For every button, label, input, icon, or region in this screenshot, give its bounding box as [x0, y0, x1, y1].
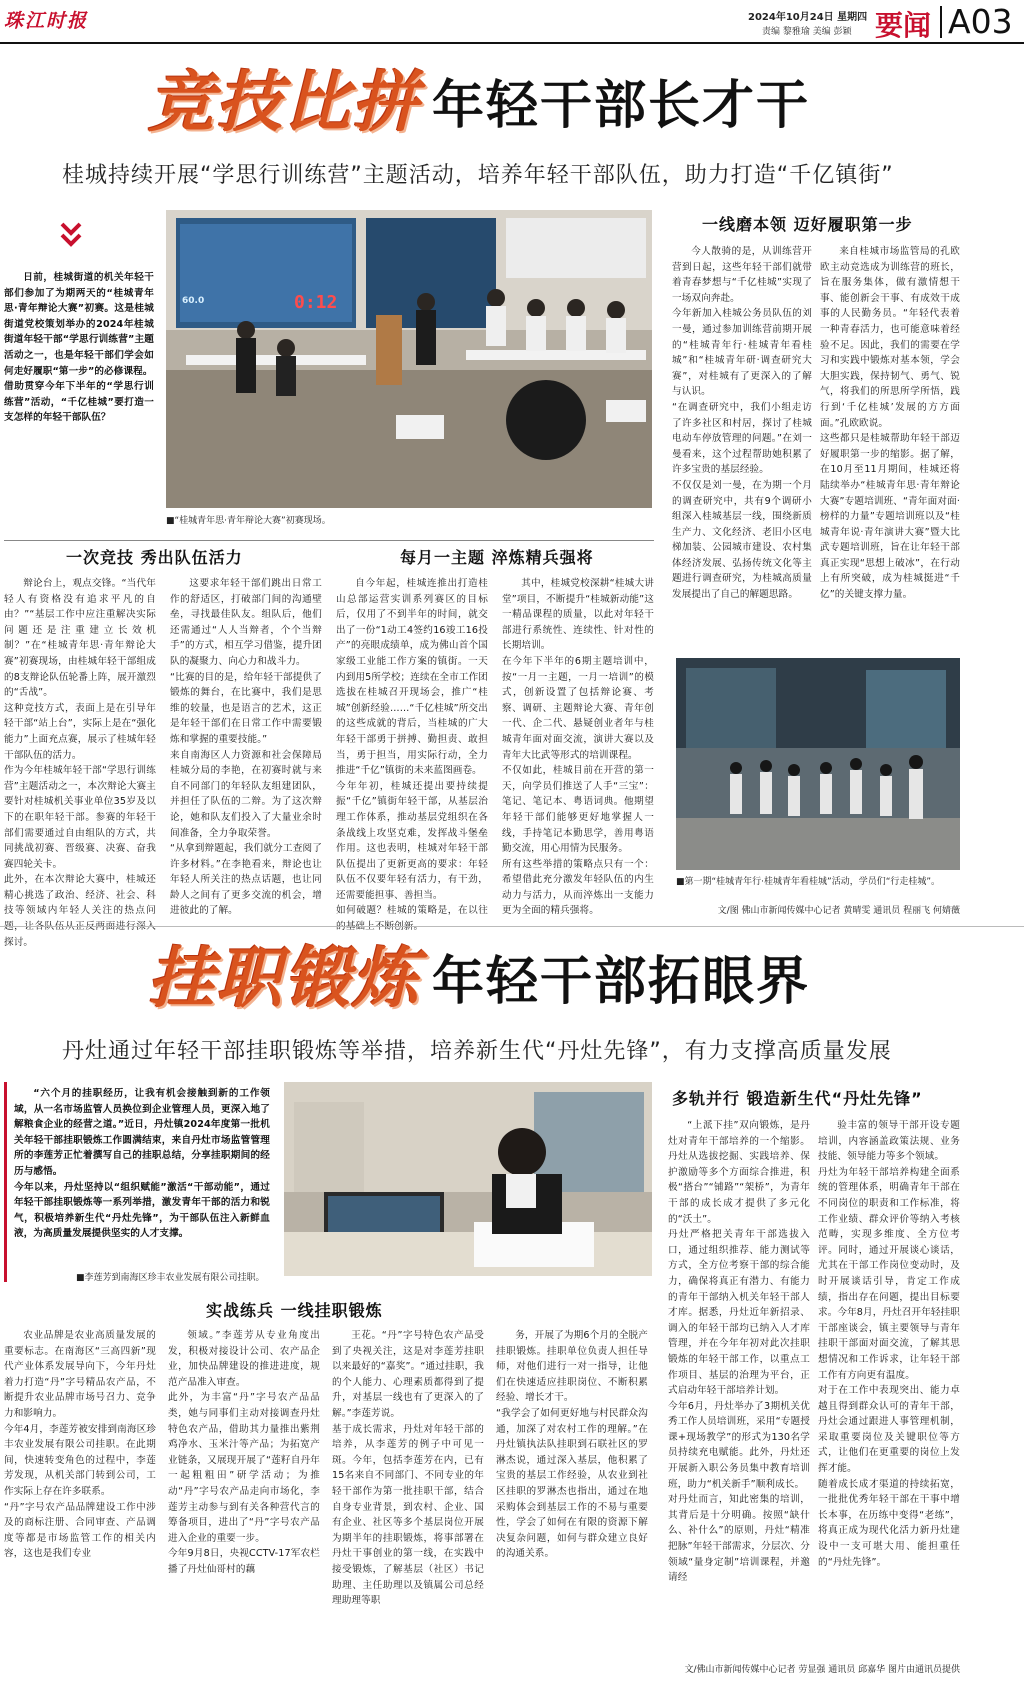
story1-mid-rule — [4, 540, 654, 541]
story1-mid-col2 — [170, 576, 322, 916]
story1-mid-col1 — [4, 576, 156, 948]
story1-credit: 文/图 佛山市新闻传媒中心记者 黄晴雯 通讯员 程丽飞 何婧薇 — [717, 906, 960, 916]
office-photo — [284, 1082, 652, 1276]
story1-right-col2 — [820, 244, 960, 649]
masthead-divider — [940, 6, 942, 38]
walk-photo-caption: ■第一期“桂城青年行·桂城青年看桂城”活动，学员们“行走桂城”。 — [676, 877, 941, 887]
story2-mid-head: 实战练兵 一线挂职锻炼 — [206, 1301, 383, 1320]
story1-right-col1 — [672, 244, 812, 649]
story1-right-col1-text: 今人散骑的是，从训练营开营到日起，这些年轻干部们就带着青春梦想与“千亿桂城”实现了一场双向奔赴。 今年新加入桂城公务员队伍的刘一曼，通过参加训练营前期开展的“桂城青年行·桂城青年看桂城”和“桂城青年研·调查研究大赛”，对桂城有了更深入的了解与认识。 “在调查研究中，我们小组走访了许多社区和村居，探讨了桂城电动车停放管理的问题。”在刘一曼看来，这个过程帮助她积累了许多宝贵的基层经验。 不仅仅是刘一曼，在为期一个月的调查研究中，共有9个调研小组深入桂城基层一线，围绕新质生产力、文化经济、老旧小区电梯加装、公园城市建设、农村集体经济发展、弘扬传统文化等主题进行调查研究，为桂城高质量发展提出了自己的解题思路。 — [672, 246, 812, 601]
story2-mid-col2 — [168, 1328, 320, 1674]
masthead-rule — [0, 42, 1024, 44]
story2-mid-col1 — [4, 1328, 156, 1674]
issue-date: 2024年10月24日 星期四 — [748, 12, 868, 23]
story2-intro-text: “六个月的挂职经历，让我有机会接触到新的工作领域，从一名市场监管人员换位到企业管理人员，更深入地了解粮食企业的经营之道。”近日，丹灶镇2024年度第一批机关年轻干部挂职锻炼工作圆满结束，来自丹灶市场监管管理所的李莲芳正忙着撰写自己的挂职总结，分享挂职期间的经历与感悟。 今年以来，丹灶坚持以“组织赋能”激活“干部动能”，通过年轻干部挂职锻炼等一系列举措，激发青年干部的活力和锐气，积极培养新生代“丹灶先锋”，为干部队伍注入新鲜血液，为高质量发展提供坚实的人才支撑。 — [14, 1088, 270, 1240]
story2-mid-col1-text: 农业品牌是农业高质量发展的重要标志。在南海区“三高四新”现代产业体系发展导向下，今年丹灶着力打造“丹”字号精品农产品，不断提升农业品牌市场号召力、竞争力和影响力。 今年4月，李莲芳被安排到南海区珍丰农业发展有限公司挂职。在此期间，快速转变角色的过程中，李莲芳发现，从机关部门转到公司，工作实际上存在许多联系。 “丹”字号农产品品牌建设工作中涉及的商标注册、合同审查、产品调度等都是市场监管工作的相关内容，这也是我们专业 — [4, 1330, 156, 1560]
chevron-down-icon — [60, 222, 82, 254]
story2-subtitle: 丹灶通过年轻干部挂职锻炼等举措，培养新生代“丹灶先锋”，有力支撑高质量发展 — [62, 1039, 892, 1064]
story2-right-col2 — [818, 1118, 960, 1654]
editors: 责编 黎雅瑜 美编 彭颖 — [762, 27, 852, 37]
page-number: A03 — [948, 2, 1013, 41]
story1-right-col2-text: 来自桂城市场监管局的孔欧欧主动竞选成为训练营的班长，旨在服务集体，做有激情想干事、能创新会干事、有成效干成事的人民勤务员。“年轻代表着一种青春活力，也可能意味着经验不足。因此，我们的需要在学习和实践中锻炼对基本领，学会大胆实践，保持韧气、勇气、锐气，将我们的所思所学所悟，践行到‘千亿桂城’发展的方方面面。”孔欧欧说。 这些都只是桂城帮助年轻干部迈好履职第一步的缩影。据了解，在10月至11月期间，桂城还将陆续举办“桂城青年思·青年辩论大赛”专题培训班、“青年面对面·榜样的力量”专题培训班以及“桂城青年说·青年演讲大赛”暨大比武专题培训班，旨在让年轻干部真正实现“思想上破冰”，在行动上有所突破，成为桂城挺进“千亿”的关键支撑力量。 — [820, 246, 960, 601]
story1-mid-col1-text: 辩论台上，观点交锋。“当代年轻人有资格没有追求平凡的自由？”“基层工作中应注重解决实际问题还是注重建立长效机制？”在“桂城青年思·青年辩论大赛”初赛现场，由桂城年轻干部组成的8支辩论队伍轮番上阵，展开激烈的“舌战”。 这种竞技方式，表面上是在引导年轻干部“站上台”，实际上是在“强化能力”上面充点赛，展示了桂城年轻干部队伍的活力。 作为今年桂城年轻干部“学思行训练营”主题活动之一，本次辩论大赛主要针对桂城机关事业单位35岁及以下的在职年轻干部。参赛的年轻干部们需要通过自由组队的方式，共同挑战初赛、晋级赛、决赛、奋我赛四轮关卡。 此外，在本次辩论大赛中，桂城还精心挑选了政治、经济、社会、科技等领域内年轻人关注的热点问 探讨。 — [4, 578, 156, 948]
story1-mid-col2-text: 这要求年轻干部们跳出日常工作的舒适区，打破部门间的沟通壁垒，寻找最佳队友。组队后，他们还需通过“人人当辩者，个个当辩手”的方式，相互学习借鉴，提升团队的凝聚力、向心力和战斗力。 “比赛的目的是，给年轻干部提供了锻炼的舞台，在比赛中，我们是思维的较量，也是语言的艺术，这正是年轻干部们在日常工作中需要锻炼和掌握的重要技能。” 来自南海区人力资源和社会保障局桂城分局的李艳，在初赛时就与来自不同部门的年轻队友组建团队，并担任了队伍的二辩。为了这次辩论，她和队友们投入了大量业余时间准备，全力争取荣誉。 “从拿到辩题起，我们就分工查阅了许多材料。”在李艳看来，辩论也让年轻人所关注的热点话题，也让同龄人之间有了更多交流的机会，增进彼此的了解。 — [170, 578, 322, 917]
story2-credit: 文/佛山市新闻传媒中心记者 劳显强 通讯员 邱嘉华 图片由通讯员提供 — [684, 1665, 960, 1675]
story2-right-col1 — [668, 1118, 810, 1654]
story1-intro — [4, 270, 154, 532]
story1-mid-head1: 一次竞技 秀出队伍活力 — [66, 548, 243, 567]
paper-name: 珠江时报 — [4, 10, 89, 32]
story2-right-col1-text: “上派下挂”双向锻炼，是丹灶对青年干部培养的一个缩影。丹灶从选拔挖掘、实践培养、保护激励等多个方面综合推进，积极“搭台”“铺路”“架桥”，为青年干部的成长成才提供了多元化的“沃土”。 丹灶严格把关青年干部选拔入口，通过组织推荐、能力测试等方式，全方位考察干部的综合能力，确保将真正有潜力、有能力的青年干部纳入机关年轻干部人才库。据悉，丹灶近年新招录、调入的年轻干部均已纳入人才库管理，并在今年年初对此次挂职锻炼的年轻干部工作，以重点工作项目、基层的治理为平台，正式启动年轻干部培养计划。 今年6月，丹灶举办了3期机关优秀工作人员培训班，采用“专题授课+现场教学”的形式为130名学员持续充电赋能。此外，丹灶还开展新入职公务员集中教育培训班，助力“机关新手”顺利成长。 对丹灶而言，知此密集的培训，其背后是十分明确。按照“缺什么、补什么”的原则，丹灶“精准把脉”年轻干部需求，分层次、分领域“量身定制”培训课程，并邀请经 — [668, 1120, 810, 1584]
story2-intro — [14, 1086, 270, 1276]
office-photo-caption: ■李莲芳到南海区珍丰农业发展有限公司挂职。 — [76, 1273, 265, 1283]
photo-score-display: 60.0 — [182, 296, 205, 306]
story1-mid-col4-text: 其中，桂城党校深耕“桂城大讲堂”项目，不断提升“桂城新动能”这一精品课程的质量，以此对年轻干部进行系统性、连续性、针对性的长期培训。 在今年下半年的6期主题培训中，按“一月一主题，一月一培训”的模式，创新设置了包括辩论赛、考察、调研、主题辩论大赛、青年创一代、企二代、悬疑创业者年与桂城青年面对面交流，演讲大赛以及青年大比武等形式的培训课程。 不仅如此，桂城目前在开营的第一天，向学员们推送了人手“三宝”：笔记、笔记本、粤语词典。他期望年轻干部们能够更好地掌握人一线，手持笔记本勤思学，善用粤语勤交流，用心用情为民服务。 所有这些举措的策略点只有一个：希望借此充分激发年轻队伍的内生动力与活力，从而淬炼出一支能力更为全面的精兵强将。 — [502, 578, 654, 917]
story2-headline-red: 挂职锻炼 — [148, 939, 420, 1017]
story1-subtitle: 桂城持续开展“学思行训练营”主题活动，培养年轻干部队伍，助力打造“千亿镇街” — [62, 163, 894, 188]
story1-mid-col3-text: 自今年起，桂城连推出打造桂山总部运营实训系列赛区的目标后，仅用了不到半年的时间，就交出了一份“1动工4签约16竣工16投产”的亮眼成绩单，成为佛山首个国家级工业能工作方案的镇街。一天内到用5所学校；连续在全市工作团选拔在桂城召开现场会，推广“桂城”创新经验……“千亿桂城”所交出的这些成就的背后，当桂城的广大年轻干部勇于拼搏、勤担责、敢担当，勇于担当，用实际行动，全力推进“千亿”镇街的未来蓝图画卷。 今年年初，桂城还提出要持续提振“千亿”镇街年轻干部，从基层治理工作体系，推动基层党组织在各条战线上攻坚克难，发挥战斗堡垒作用。这也表明，桂城对年轻干部队伍提出了更新更高的要求：年轻队伍不仅要年轻有活力，有干劲，还需要能担事、善担当。 如何破题？桂城的策略是，在以往 — [336, 578, 488, 917]
story2-headline-black: 年轻干部拓眼界 — [432, 952, 811, 1012]
story2-mid-col2-text: 领域。”李莲芳从专业角度出发，积极对接设计公司、农产品企业，加快品牌建设的推进进度，规范产品准入审查。 此外，为丰富“丹”字号农产品品类，她与同事们主动对接调查丹灶特色农产品，借助其力量推出紫荆鸡净水、玉米汁等产品；为拓宽产业链条，又展现开展了“莲籽自丹年一起粗粗田”研学活动；为推动“丹”字号农产品走向市场化，李莲芳主动参与到有关各种营代言的筹备项目，进出了“丹”字号农产品进入企业的重要一步。 今年9月8日，央视CCTV-17军农栏播了丹灶仙哥村的藕 — [168, 1330, 320, 1575]
story1-headline-black: 年轻干部长才干 — [432, 76, 811, 136]
debate-photo-caption: ■“桂城青年思·青年辩论大赛”初赛现场。 — [166, 516, 331, 526]
photo-timer-display: 0:12 — [294, 292, 338, 313]
walk-photo — [676, 658, 960, 870]
section-name: 要闻 — [875, 9, 932, 42]
story2-right-subhead: 多轨并行 锻造新生代“丹灶先锋” — [672, 1089, 923, 1108]
story2-mid-col3-text: 王花。“丹”字号特色农产品受到了央视关注，这是对李莲芳挂职以来最好的“嘉奖”。“通过挂职，我的个人能力、心理素质都得到了提升，对基层一线也有了更深入的了解。”李莲芳说。 基于成长需求，丹灶对年轻干部的培养，从李莲芳的例子中可见一斑。今年，包括李莲芳在内，已有15名来自不同部门、不同专业的年轻干部作为第一批挂职干部，结合自身专业背景，到农村、企业、国有企业、社区等多个基层岗位开展为期半年的挂职锻炼，将事部署在丹灶干事创业的第一线，在实践中接受锻炼，了解基层（社区）书记助理、主任助理以及镇属公司总经理助理等职 — [332, 1330, 484, 1607]
story-separator — [0, 926, 1024, 927]
story1-intro-text: 日前，桂城街道的机关年轻干部们参加了为期两天的“桂城青年思·青年辩论大赛”初赛。这是桂城街道党校策划举办的2024年桂城街道年轻干部“学思行训练营”主题活动之一，也是年轻干部们学会如何走好履职“第一步”的必修课程。 借助贯穿今年下半年的“学思行训练营”活动，“千亿桂城”要打造一支怎样的年轻干部队伍？ — [4, 272, 154, 424]
story1-headline-red: 竞技比拼 — [148, 63, 420, 141]
story2-right-col2-text: 验丰富的领导干部开设专题培训，内容涵盖政策法规、业务技能、领导能力等多个领域。 丹灶为年轻干部培养构建全面系统的管理体系，明确青年干部在不同岗位的职责和工作标准，将工作业绩、群众评价等纳入考核范畴，实现多维度、全方位考评。同时，通过开展谈心谈话，尤其在干部工作岗位变动时，及时开展谈话引导，肯定工作成绩，指出存在问题，提出目标要求。今年8月，丹灶召开年轻挂职干部座谈会，镇主要领导与青年挂职干部面对面交流，了解其思想情况和工作诉求，让年轻干部工作有方向更有温度。 对于在工作中表现突出、能力卓越且得到群众认可的青年干部，丹灶会通过跟进人事管理机制，采取重要岗位及关键职位等方式，让他们在更重要的岗位上发挥才能。 随着成长成才渠道的持续拓宽，一批批优秀年轻干部在干事中增长本事，在历练中变得“老练”，将真正成为现代化活力新丹灶建设中一支可堪大用、能担重任的“丹灶先锋”。 — [818, 1120, 960, 1568]
story1-mid-col4 — [502, 576, 654, 916]
story1-mid-head2: 每月一主题 淬炼精兵强将 — [400, 548, 594, 567]
debate-photo — [166, 210, 652, 508]
story2-mid-col4 — [496, 1328, 648, 1674]
story2-mid-col3 — [332, 1328, 484, 1674]
story1-mid-col3 — [336, 576, 488, 916]
story2-mid-col4-text: 务，开展了为期6个月的全脱产挂职锻炼。挂职单位负责人担任导师，对他们进行一对一指导，让他们在快速适应挂职岗位、不断积累经验、增长才干。 “我学会了如何更好地与村民群众沟通，加深了对农村工作的理解。”在丹灶镇执法队挂职到石联社区的罗淋杰说，通过深入基层，他积累了宝贵的基层工作经验，从农业到社区挂职的罗淋杰也指出，通过在地采购体会到基层工作的不易与重要性，学会了如何在有限的资源下解决复杂问题，如何与群众建立良好的沟通关系。 — [496, 1330, 648, 1560]
story1-right-subhead: 一线磨本领 迈好履职第一步 — [702, 215, 913, 234]
